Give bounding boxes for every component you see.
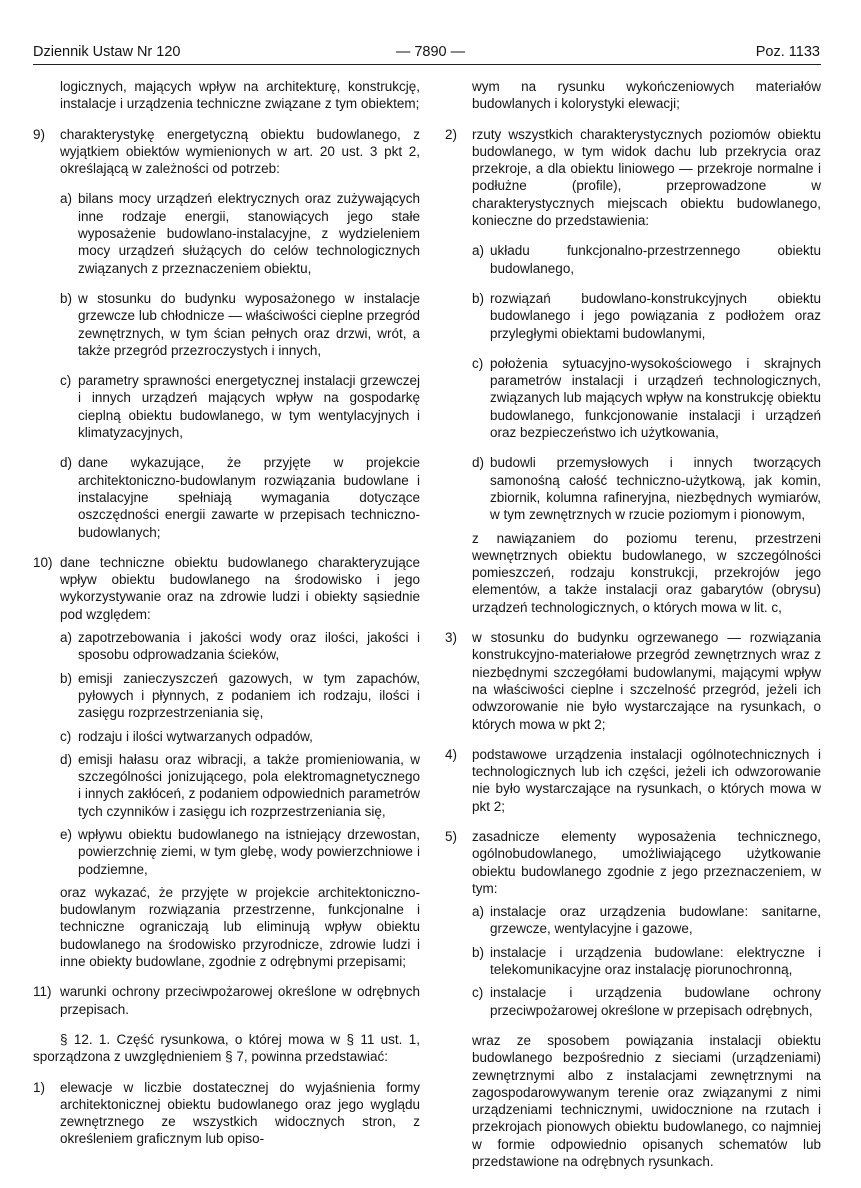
sub-text: budowli przemysłowych i innych tworzących samonośną całość techniczno-użytkową, jak komin, zbiornik, kolumna rafineryjna, niezbędnych wymiarów, w tym zewnętrznych w rzucie poziomym i pionowym, bbox=[490, 455, 821, 523]
sub-text: dane wykazujące, że przyjęte w projekcie architektoniczno-budowlanym rozwiązania budowlane i instalacyjne spełniają wymagania dotyczące oszczędności energii zawarte w przepisach techniczno-budowlanych; bbox=[78, 455, 420, 540]
sub-label: c) bbox=[472, 985, 484, 1001]
item-11 bbox=[33, 983, 420, 1018]
item-label: 4) bbox=[445, 746, 458, 762]
item-text: w stosunku do budynku ogrzewanego — rozwiązania konstrukcyjno-materiałowe przegród zewnętrznych wraz z niezbędnymi szczegółami budowlanymi, mającymi wpływ na właściwości cieplne i szczelność przegród, jeżeli ich odwzorowanie nie było wystarczające na rysunkach, o których mowa w pkt 2; bbox=[472, 630, 821, 732]
sub-text: w stosunku do budynku wyposażonego w instalacje grzewcze lub chłodnicze — właściwości cieplne przegród zewnętrznych, w tym ścian pełnych oraz drzwi, wrót, a także przegród przezroczystych i innych, bbox=[78, 290, 420, 358]
item-text: charakterystykę energetyczną obiektu budowlanego, z wyjątkiem obiektów wymienionych w art. 20 ust. 3 pkt 2, określającą w zależności od potrzeb: bbox=[60, 126, 420, 177]
sub-text: parametry sprawności energetycznej instalacji grzewczej i innych urządzeń mających wpływ na gospodarkę cieplną obiektu budowlanego, w tym wentylacyjnych i klimatyzacyjnych, bbox=[78, 373, 420, 441]
item-10-conclusion: oraz wykazać, że przyjęte w projekcie architektoniczno-budowlanym rozwiązania przestrzenne, funkcjonalne i techniczne ograniczają lub eliminują wpływ obiektu budowlanego na środowisko przyrodnicze, zdrowie ludzi i inne obiekty budowlane, zgodnie z odrębnymi przepisami; bbox=[60, 884, 420, 970]
item-label: 2) bbox=[445, 126, 458, 142]
sub-text: instalacje i urządzenia budowlane: elektryczne i telekomunikacyjne oraz instalację piorunochronną, bbox=[490, 944, 821, 978]
item-text: warunki ochrony przeciwpożarowej określone w odrębnych przepisach. bbox=[60, 984, 420, 1017]
item-10 bbox=[33, 554, 420, 623]
item-4 bbox=[445, 746, 821, 815]
item-text: elewacje w liczbie dostatecznej do wyjaśnienia formy architektonicznej obiektu budowlanego oraz jego wyglądu zewnętrznego ze wszystkich widocznych stron, z określeniem graficznym lub opiso- bbox=[60, 1079, 420, 1147]
item-5 bbox=[445, 828, 821, 897]
sub-label: b) bbox=[472, 944, 485, 960]
item-5-b bbox=[445, 944, 821, 979]
sub-text: wpływu obiektu budowlanego na istniejący drzewostan, powierzchnię ziemi, w tym glebę, wody powierzchniowe i podziemne, bbox=[78, 826, 420, 877]
sub-label: c) bbox=[60, 373, 72, 389]
item-label: 1) bbox=[33, 1079, 46, 1095]
item-2-conclusion: z nawiązaniem do poziomu terenu, przestrzeni wewnętrznych obiektu budowlanego, w szczególności pomieszczeń, rodzaju konstrukcji, przekrojów jego elementów, a także instalacji oraz gabarytów (obrysu) urządzeń technologicznych, o których mowa w lit. c, bbox=[472, 530, 821, 615]
item-5-conclusion: wraz ze sposobem powiązania instalacji obiektu budowlanego bezpośrednio z sieciami (urządzeniami) zewnętrznymi albo z instalacjami zewnętrznymi na zagospodarowywanym terenie oraz związanymi z nimi urządzeniami technicznymi, uwidocznione na rzutach i przekrojach pionowych obiektu budowlanego, co najmniej w formie odpowiednio opisanych schematów lub przedstawione na odrębnych rysunkach. bbox=[472, 1032, 821, 1170]
item-2 bbox=[445, 126, 821, 230]
item-8-continuation: logicznych, mających wpływ na architekturę, konstrukcję, instalacje i urządzenia techniczne związane z tym obiektem; bbox=[60, 79, 420, 112]
item-2-a bbox=[445, 242, 821, 277]
item-label: 5) bbox=[445, 828, 458, 844]
sub-text: emisji hałasu oraz wibracji, a także promieniowania, w szczególności jonizującego, pola elektromagnetycznego i innych zakłóceń, z podaniem odpowiednich parametrów tych czynników i zasięgu ich rozprzestrzeniania się, bbox=[78, 751, 420, 819]
sub-text: bilans mocy urządzeń elektrycznych oraz zużywających inne rodzaje energii, stanowiących jego stałe wyposażenie budowlano-instalacyjne, z wydzieleniem mocy urządzeń służących do celów technologicznych związanych z przeznaczeniem obiektu, bbox=[78, 191, 420, 276]
sub-label: e) bbox=[60, 826, 73, 842]
item-9-c bbox=[33, 372, 420, 441]
sub-label: a) bbox=[60, 630, 73, 646]
item-2-d bbox=[445, 454, 821, 523]
sub-text: układu funkcjonalno-przestrzennego obiektu budowlanego, bbox=[490, 243, 821, 276]
sub-label: a) bbox=[472, 904, 485, 920]
right-column bbox=[445, 78, 821, 1183]
item-3 bbox=[445, 629, 821, 733]
item-label: 9) bbox=[33, 126, 46, 142]
sub-label: b) bbox=[472, 290, 485, 306]
journal-title: Dziennik Ustaw Nr 120 bbox=[33, 44, 181, 60]
item-2-c bbox=[445, 355, 821, 441]
item-9-d bbox=[33, 454, 420, 540]
sub-label: b) bbox=[60, 290, 73, 306]
item-text: podstawowe urządzenia instalacji ogólnotechnicznych i technologicznych lub ich części, jeżeli ich odwzorowanie nie było wystarczające na rysunkach, o których mowa w pkt 2; bbox=[472, 746, 821, 814]
section-12-intro: § 12. 1. Część rysunkowa, o której mowa w § 11 ust. 1, sporządzona z uwzględnieniem § 7, powinna przedstawiać: bbox=[33, 1031, 420, 1065]
sub-text: zapotrzebowania i jakości wody oraz ilości, jakości i sposobu odprowadzania ścieków, bbox=[78, 630, 420, 663]
sub-label: a) bbox=[60, 191, 73, 207]
sub-text: instalacje oraz urządzenia budowlane: sanitarne, grzewcze, wentylacyjne i gazowe, bbox=[490, 904, 821, 937]
item-9 bbox=[33, 126, 420, 178]
item-10-b bbox=[33, 670, 420, 722]
sub-label: a) bbox=[472, 243, 485, 259]
item-10-c bbox=[33, 728, 420, 745]
item-10-d bbox=[33, 751, 420, 820]
sub-label: d) bbox=[472, 455, 485, 471]
sub-text: emisji zanieczyszczeń gazowych, w tym zapachów, pyłowych i płynnych, z podaniem ich rodzaju, ilości i zasięgu rozprzestrzeniania się, bbox=[78, 670, 420, 721]
item-1 bbox=[33, 1079, 420, 1148]
header-rule bbox=[33, 64, 821, 65]
item-text: dane techniczne obiektu budowlanego charakteryzujące wpływ obiektu budowlanego na środowisko i jego wykorzystywanie oraz na zdrowie ludzi i obiekty sąsiednie pod względem: bbox=[60, 554, 420, 622]
sub-text: położenia sytuacyjno-wysokościowego i skrajnych parametrów instalacji i urządzeń technologicznych, związanych lub mających wpływ na konstrukcję obiektu budowlanego, funkcjonowanie instalacji i urządzeń oraz bezpieczeństwo ich użytkowania, bbox=[490, 355, 821, 441]
item-5-a bbox=[445, 903, 821, 938]
item-text: zasadnicze elementy wyposażenia technicznego, ogólnobudowlanego, umożliwiającego użytkowanie obiektu budowlanego zgodnie z jego przeznaczeniem, w tym: bbox=[472, 828, 821, 896]
sub-label: c) bbox=[472, 355, 484, 371]
sub-label: d) bbox=[60, 455, 73, 471]
item-10-e bbox=[33, 826, 420, 878]
sub-label: d) bbox=[60, 751, 73, 767]
item-label: 10) bbox=[33, 554, 53, 570]
item-9-a bbox=[33, 190, 420, 276]
item-text: rzuty wszystkich charakterystycznych poziomów obiektu budowlanego, w tym widok dachu lub przekrycia oraz przekroje, a dla obiektu liniowego — przekroje normalne i podłużne (profile), przeprowadzone w charakterystycznych miejscach obiektu budowlanego, konieczne do przedstawienia: bbox=[472, 126, 821, 229]
sub-text: rozwiązań budowlano-konstrukcyjnych obiektu budowlanego i jego powiązania z podłożem oraz przyległymi obiektami budowlanymi, bbox=[490, 290, 821, 341]
item-5-c bbox=[445, 984, 821, 1019]
item-1-continuation: wym na rysunku wykończeniowych materiałów budowlanych i kolorystyki elewacji; bbox=[472, 79, 821, 112]
sub-label: c) bbox=[60, 728, 72, 744]
item-label: 3) bbox=[445, 630, 458, 646]
position-number: Poz. 1133 bbox=[755, 44, 820, 60]
page-number: — 7890 — bbox=[395, 44, 466, 60]
sub-text: rodzaju i ilości wytwarzanych odpadów, bbox=[78, 728, 313, 744]
item-label: 11) bbox=[33, 984, 52, 1000]
item-2-b bbox=[445, 290, 821, 342]
left-column bbox=[33, 78, 420, 1161]
item-9-b bbox=[33, 290, 420, 359]
item-10-a bbox=[33, 629, 420, 664]
sub-label: b) bbox=[60, 670, 73, 686]
sub-text: instalacje i urządzenia budowlane ochrony przeciwpożarowej określone w przepisach odrębnych, bbox=[490, 985, 821, 1018]
